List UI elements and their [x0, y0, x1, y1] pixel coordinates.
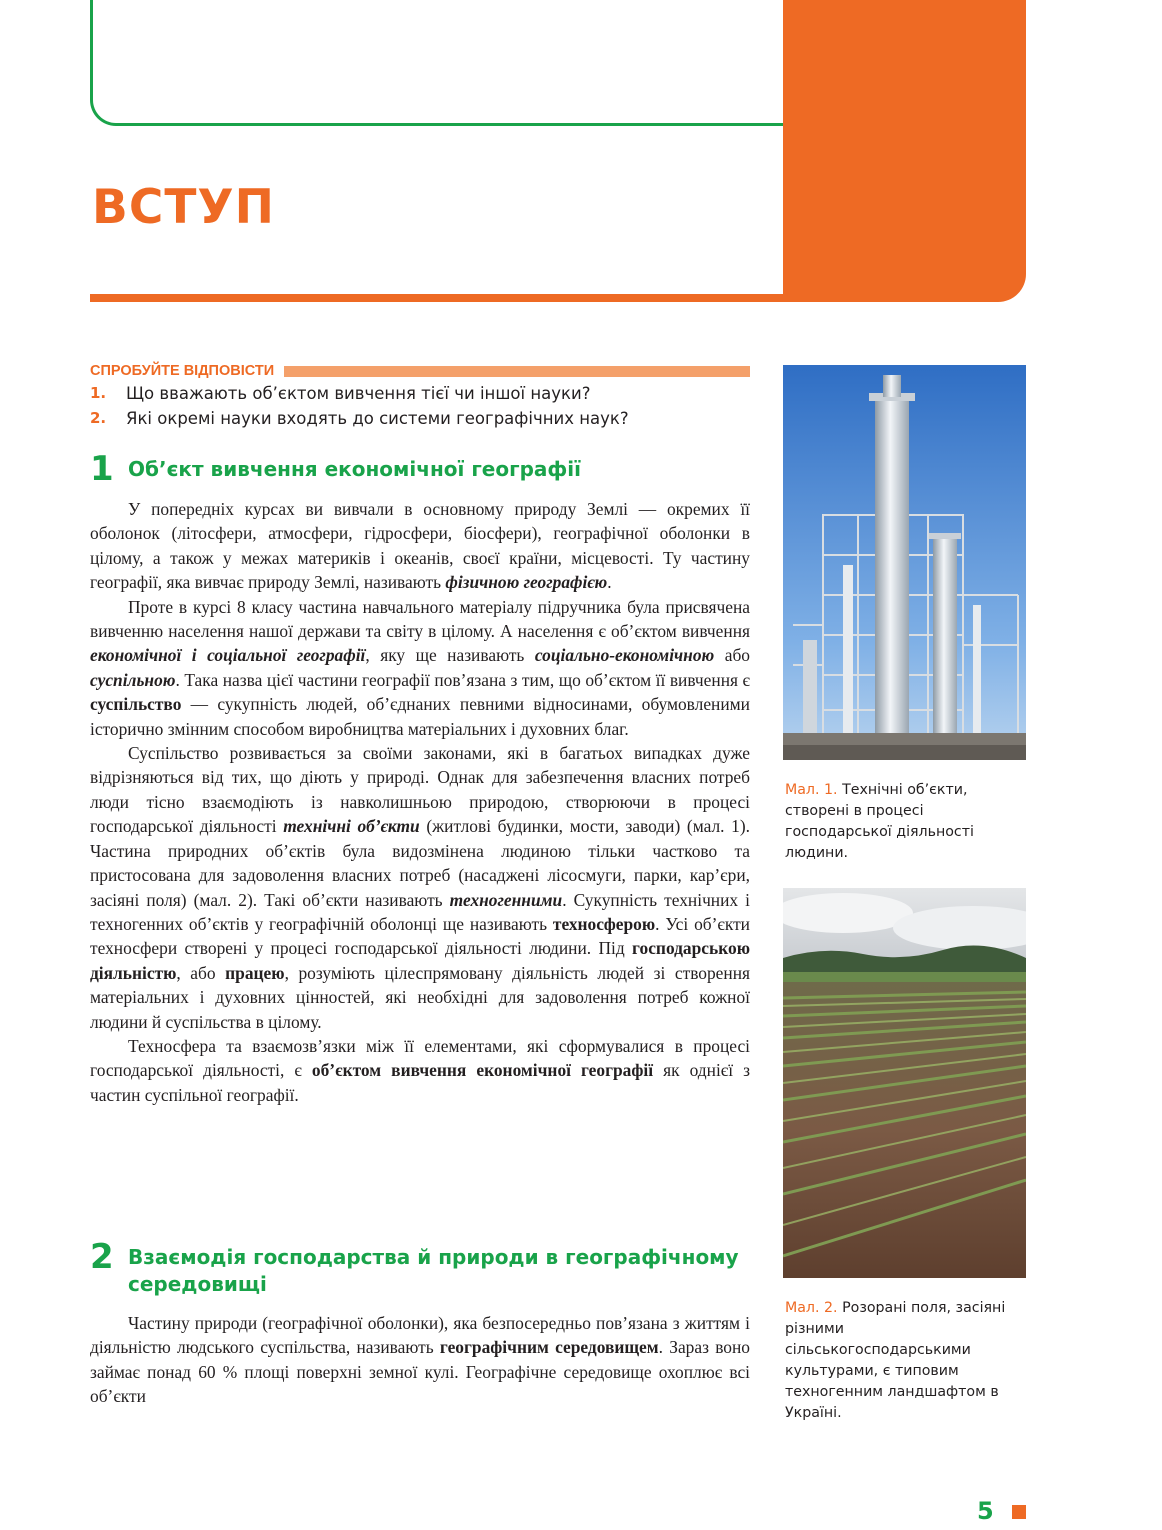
paragraph	[90, 1311, 750, 1409]
refinery-image	[783, 365, 1026, 760]
text-run: . Така назва цієї частини географії пов’язана з тим, що об’єктом її вивчення є	[175, 669, 750, 690]
section-title: Об’єкт вивчення економічної географії	[128, 457, 581, 481]
page-number-marker	[1012, 1505, 1026, 1519]
caption-label: Мал. 1.	[785, 782, 838, 798]
section-1-body	[90, 497, 750, 1107]
question-text: Що вважають об’єктом вивчення тієї чи іншої науки?	[126, 384, 591, 403]
figure-1-photo	[783, 365, 1026, 760]
paragraph	[90, 497, 750, 595]
figure-2-photo	[783, 888, 1026, 1278]
header-orange-block	[783, 0, 1026, 302]
bold-term: господарською діяльністю	[90, 938, 750, 983]
text-run: .	[607, 572, 612, 593]
text-run: У попередніх курсах ви вивчали в основному природу Землі — окремих її оболонок (літосфери, атмосфери, гідросфери, біосфери), географічної оболонки в цілому, а також у межах материків і океанів, своєї країни, місцевості. Ту частину географії, яка вивчає природу Землі, називають	[90, 499, 750, 593]
italic-term: фізичною географією	[445, 572, 608, 593]
question-number: 2.	[90, 409, 107, 427]
header-green-frame	[90, 0, 790, 126]
caption-text: Розорані поля, засіяні різними сільськогосподарськими культурами, є типовим техногенним ландшафтом в Україні.	[785, 1300, 1006, 1421]
bold-term: об’єктом вивчення економічної географії	[311, 1060, 654, 1081]
text-run: . Зараз воно займає понад 60 % площі поверхні земної кулі. Географічне середовище охоплює всі об’єкти	[90, 1337, 750, 1407]
bold-term: суспільство	[90, 694, 182, 715]
bold-term: техносферою	[552, 913, 656, 934]
figure-1-caption	[785, 780, 1030, 864]
question-text: Які окремі науки входять до системи географічних наук?	[126, 409, 629, 428]
text-run: , розуміють цілеспрямовану діяльність людей зі створення матеріальних і духовних цінностей, які необхідні для задоволення потреб кожної людини й суспільства в цілому.	[90, 962, 751, 1032]
section-number: 1	[90, 449, 114, 489]
text-run: (житлові будинки, мости, заводи) (мал. 1). Частина природних об’єктів була видозмінена людиною тільки частково та пристосована для задоволення власних потреб (насаджені лісосмуги, парки, кар’єри, засіяні поля) (мал. 2). Такі об’єкти називають	[90, 816, 750, 910]
try-answer-header	[90, 362, 750, 380]
text-run: , яку ще називають	[365, 645, 535, 666]
bold-term: працею	[225, 962, 285, 983]
paragraph	[90, 1034, 750, 1107]
text-run: Частину природи (географічної оболонки), яка безпосередньо пов’язана з життям і діяльністю людського суспільства, називають	[90, 1313, 750, 1358]
paragraph	[90, 741, 750, 1034]
text-run: як однієї з частин суспільної географії.	[90, 1060, 751, 1105]
caption-text: Технічні об’єкти, створені в процесі господарської діяльності людини.	[785, 782, 974, 861]
figure-2-caption	[785, 1298, 1030, 1424]
paragraph	[90, 595, 750, 741]
italic-term: суспільною	[90, 669, 176, 690]
caption-label: Мал. 2.	[785, 1300, 838, 1316]
try-answer-bar	[284, 366, 750, 377]
italic-term: економічної і соціальної географії	[90, 645, 366, 666]
section-2-body	[90, 1311, 750, 1409]
question-number: 1.	[90, 384, 107, 402]
text-run: Техносфера та взаємозв’язки між її елементами, які сформувалися в процесі господарської діяльності, є	[90, 1035, 750, 1081]
text-run: . Сукупність технічних і техногенних об’єктів у географічній оболонці ще називають	[90, 889, 751, 934]
bold-term: географічним середовищем	[439, 1337, 659, 1358]
header-orange-rule	[90, 294, 790, 302]
section-title: Взаємодія господарства й природи в географічному середовищі	[128, 1245, 739, 1296]
text-run: Суспільство розвивається за своїми законами, які в багатьох випадках дуже відрізняються від тих, що діють у природі. Однак для забезпечення власних потреб люди тісно взаємодіють із навколишньою природою, створюючи в процесі господарської діяльності	[90, 743, 750, 837]
text-run: , або	[176, 962, 226, 983]
text-run: Проте в курсі 8 класу частина навчального матеріалу підручника була присвячена вивченню населення нашої держави та світу в цілому. А населення є об’єктом вивчення	[90, 596, 750, 642]
fields-image	[783, 888, 1026, 1278]
text-run: або	[714, 645, 750, 666]
italic-term: соціально-економічною	[534, 645, 715, 666]
try-answer-label: СПРОБУЙТЕ ВІДПОВІСТИ	[90, 363, 275, 379]
page-number: 5	[977, 1497, 994, 1525]
section-number: 2	[90, 1237, 114, 1277]
chapter-title: ВСТУП	[92, 180, 275, 235]
text-run: . Усі об’єкти техносфери створені у процесі господарської діяльності людини. Під	[90, 913, 750, 959]
text-run: — сукупність людей, об’єднаних певними відносинами, обумовленими історично змінним способом виробництва матеріальних і духовних благ.	[90, 694, 750, 739]
italic-term: техногенними	[449, 889, 563, 910]
italic-term: технічні об’єкти	[283, 816, 420, 837]
